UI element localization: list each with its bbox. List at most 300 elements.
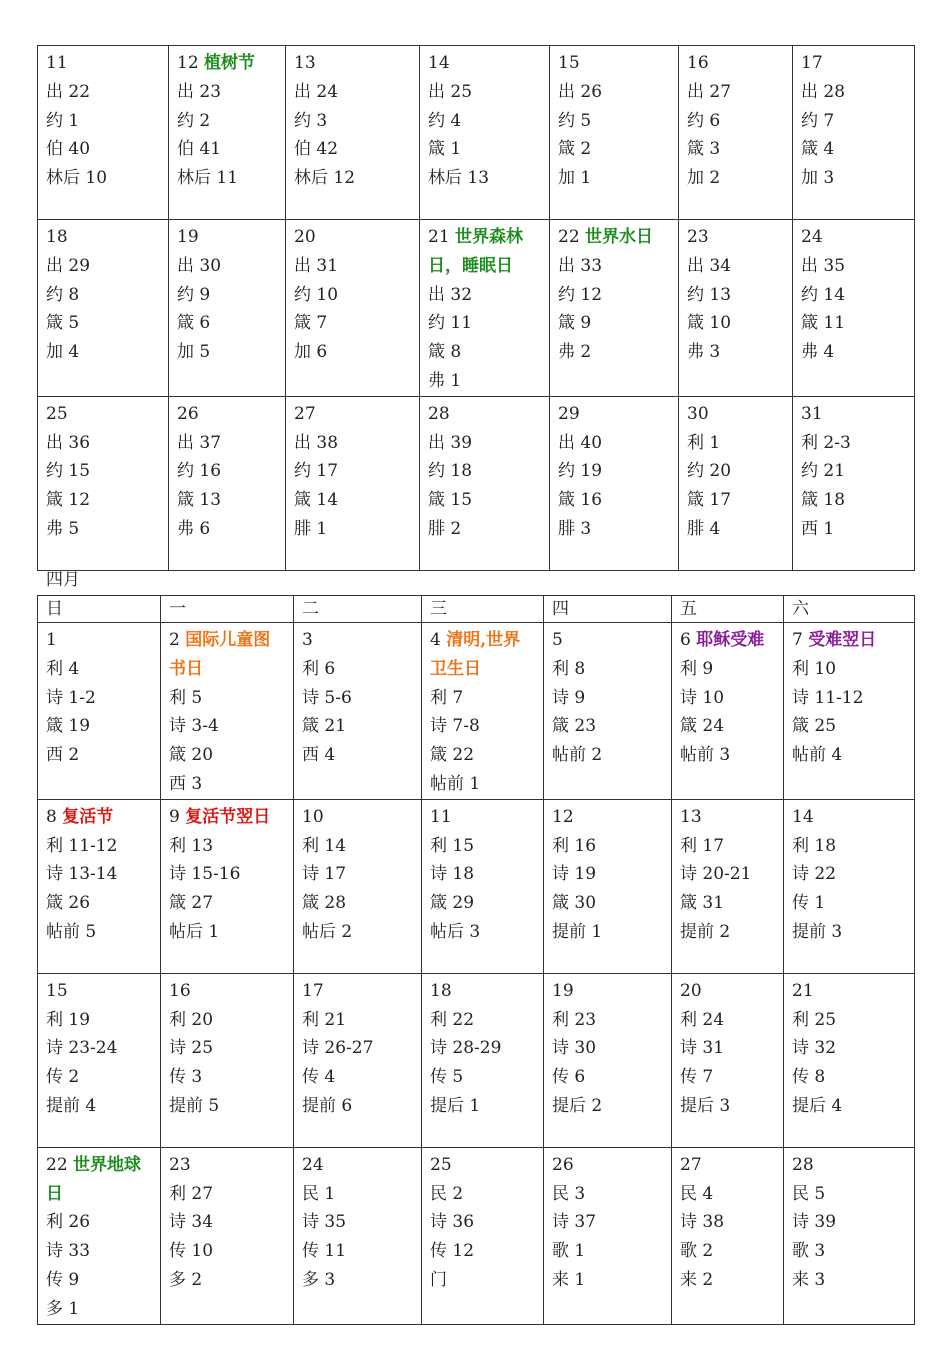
day-cell [169, 220, 286, 397]
reading-entry: 腓 4 [687, 518, 721, 539]
holiday-label: 复活节 [62, 806, 114, 827]
reading-entry: 利 22 [430, 1009, 475, 1030]
day-number: 14 [428, 53, 450, 73]
reading-entry: 约 6 [687, 110, 721, 131]
reading-entry: 多 1 [46, 1298, 80, 1319]
reading-entry: 提后 3 [680, 1095, 731, 1116]
weekday-fri: 五 [672, 596, 784, 623]
week-row [38, 220, 915, 397]
day-header [792, 626, 906, 655]
day-header [169, 803, 285, 832]
reading-entry: 传 7 [680, 1067, 714, 1088]
day-cell [294, 623, 422, 800]
day-header [687, 400, 784, 429]
day-cell [784, 623, 915, 800]
reading-entry: 提前 1 [552, 921, 603, 942]
weekday-mon: 一 [161, 596, 294, 623]
reading-entry: 诗 11-12 [792, 687, 864, 708]
day-cell [672, 973, 784, 1147]
day-cell [286, 46, 420, 220]
reading-entry: 出 31 [294, 255, 339, 276]
day-number: 21 [792, 980, 814, 1001]
day-number: 26 [177, 403, 199, 424]
reading-entry: 帖前 3 [680, 745, 731, 766]
reading-entry: 弗 5 [46, 518, 80, 539]
day-header [302, 803, 413, 832]
reading-entry: 诗 34 [169, 1212, 214, 1233]
reading-entry: 诗 25 [169, 1038, 214, 1059]
reading-entry: 出 29 [46, 255, 91, 276]
day-header [46, 1151, 152, 1209]
day-number: 17 [801, 53, 823, 73]
reading-entry: 提前 3 [792, 921, 843, 942]
day-header [177, 49, 277, 78]
day-cell [550, 46, 679, 220]
holiday-label: 国际儿童图书日 [169, 630, 271, 679]
day-cell [294, 799, 422, 973]
reading-entry: 约 20 [687, 461, 732, 482]
reading-entry: 诗 35 [302, 1212, 347, 1233]
weekday-wed: 三 [422, 596, 544, 623]
reading-entry: 提后 2 [552, 1095, 603, 1116]
day-number: 19 [177, 227, 199, 247]
day-cell [422, 623, 544, 800]
day-header [430, 1151, 535, 1180]
week-row [38, 973, 915, 1147]
reading-entry: 出 33 [558, 255, 603, 276]
reading-entry: 诗 36 [430, 1212, 475, 1233]
reading-entry: 约 15 [46, 461, 91, 482]
day-number: 25 [46, 403, 68, 424]
april-month-title: 四月 [46, 570, 80, 590]
reading-entry: 箴 2 [558, 139, 592, 160]
day-cell [544, 799, 672, 973]
reading-entry: 箴 7 [294, 313, 328, 334]
reading-entry: 约 4 [428, 110, 462, 131]
reading-entry: 诗 26-27 [302, 1038, 374, 1059]
day-cell [679, 396, 793, 570]
day-header [552, 803, 663, 832]
reading-entry: 箴 14 [294, 490, 339, 511]
reading-entry: 箴 6 [177, 313, 211, 334]
reading-entry: 出 32 [428, 284, 473, 305]
day-header [294, 400, 411, 429]
reading-entry: 利 1 [687, 432, 721, 453]
reading-entry: 诗 15-16 [169, 864, 241, 885]
week-row [38, 623, 915, 800]
holiday-label: 受难翌日 [808, 630, 877, 650]
reading-entry: 约 10 [294, 284, 339, 305]
reading-entry: 诗 30 [552, 1038, 597, 1059]
day-number: 20 [294, 227, 316, 247]
reading-entry: 利 4 [46, 658, 80, 679]
reading-entry: 诗 1-2 [46, 687, 96, 708]
day-header [558, 400, 670, 429]
reading-entry: 约 19 [558, 461, 603, 482]
reading-entry: 出 24 [294, 81, 339, 102]
reading-entry: 利 15 [430, 835, 475, 856]
reading-entry: 加 4 [46, 342, 80, 363]
reading-entry: 箴 13 [177, 490, 222, 511]
reading-entry: 腓 3 [558, 518, 592, 539]
day-number: 18 [430, 980, 452, 1001]
day-header [169, 1151, 285, 1180]
reading-entry: 诗 17 [302, 864, 347, 885]
day-cell [169, 396, 286, 570]
reading-entry: 箴 27 [169, 893, 214, 914]
day-header [680, 1151, 775, 1180]
day-number: 8 [46, 806, 57, 827]
reading-entry: 传 1 [792, 893, 826, 914]
reading-entry: 林后 12 [294, 168, 356, 189]
day-number: 31 [801, 403, 823, 424]
reading-entry: 民 4 [680, 1183, 714, 1204]
day-cell [161, 799, 294, 973]
day-number: 15 [46, 980, 68, 1001]
reading-entry: 利 21 [302, 1009, 347, 1030]
reading-entry: 诗 38 [680, 1212, 725, 1233]
reading-entry: 出 36 [46, 432, 91, 453]
holiday-label: 耶稣受难 [696, 630, 765, 650]
holiday-label: 复活节翌日 [185, 806, 271, 827]
reading-entry: 弗 3 [687, 342, 721, 363]
reading-entry: 林后 13 [428, 168, 490, 189]
week-row [38, 46, 915, 220]
day-number: 14 [792, 806, 814, 827]
reading-entry: 箴 15 [428, 490, 473, 511]
day-cell [672, 1147, 784, 1324]
reading-entry: 出 23 [177, 81, 222, 102]
reading-entry: 约 16 [177, 461, 222, 482]
weekday-sat: 六 [784, 596, 915, 623]
day-header [169, 977, 285, 1006]
day-header [177, 223, 277, 252]
reading-entry: 利 23 [552, 1009, 597, 1030]
reading-entry: 帖前 1 [430, 773, 481, 794]
day-header [177, 400, 277, 429]
reading-entry: 约 9 [177, 284, 211, 305]
day-number: 4 [430, 630, 441, 650]
day-cell [544, 623, 672, 800]
day-cell [784, 973, 915, 1147]
day-cell [420, 46, 550, 220]
reading-entry: 箴 24 [680, 716, 725, 737]
reading-entry: 出 25 [428, 81, 473, 102]
reading-entry: 出 35 [801, 255, 846, 276]
reading-entry: 西 4 [302, 745, 336, 766]
reading-entry: 弗 6 [177, 518, 211, 539]
reading-entry: 林后 10 [46, 168, 108, 189]
holiday-label: 植树节 [204, 53, 256, 73]
reading-entry: 诗 23-24 [46, 1038, 118, 1059]
reading-entry: 民 3 [552, 1183, 586, 1204]
reading-entry: 箴 20 [169, 745, 214, 766]
reading-entry: 提前 6 [302, 1095, 353, 1116]
day-number: 13 [294, 53, 316, 73]
reading-entry: 门 [430, 1269, 447, 1290]
day-number: 28 [428, 403, 450, 424]
day-header [552, 977, 663, 1006]
day-cell [784, 799, 915, 973]
day-number: 12 [177, 53, 199, 73]
reading-entry: 箴 30 [552, 893, 597, 914]
day-number: 10 [302, 806, 324, 827]
day-number: 26 [552, 1154, 574, 1175]
reading-entry: 利 8 [552, 658, 586, 679]
day-number: 3 [302, 630, 313, 650]
reading-entry: 帖后 3 [430, 921, 481, 942]
day-header [792, 977, 906, 1006]
day-number: 19 [552, 980, 574, 1001]
reading-entry: 多 3 [302, 1269, 336, 1290]
day-header [302, 626, 413, 655]
reading-entry: 诗 13-14 [46, 864, 118, 885]
reading-entry: 来 3 [792, 1269, 826, 1290]
reading-entry: 伯 42 [294, 139, 339, 160]
reading-entry: 出 34 [687, 255, 732, 276]
reading-entry: 歌 1 [552, 1241, 586, 1262]
reading-entry: 加 3 [801, 168, 835, 189]
day-number: 12 [552, 806, 574, 827]
reading-entry: 箴 28 [302, 893, 347, 914]
day-number: 22 [46, 1154, 68, 1175]
reading-entry: 利 10 [792, 658, 837, 679]
day-number: 2 [169, 630, 180, 650]
day-header [294, 223, 411, 252]
day-header [46, 626, 152, 655]
day-cell [679, 220, 793, 397]
day-header [792, 1151, 906, 1180]
reading-entry: 诗 9 [552, 687, 586, 708]
reading-entry: 诗 3-4 [169, 716, 219, 737]
day-cell [38, 1147, 161, 1324]
day-header [687, 223, 784, 252]
reading-entry: 帖后 1 [169, 921, 220, 942]
reading-entry: 多 2 [169, 1269, 203, 1290]
reading-entry: 传 8 [792, 1067, 826, 1088]
reading-entry: 诗 28-29 [430, 1038, 502, 1059]
day-number: 13 [680, 806, 702, 827]
day-number: 5 [552, 630, 563, 650]
day-cell [38, 973, 161, 1147]
day-cell [294, 1147, 422, 1324]
reading-entry: 约 21 [801, 461, 846, 482]
reading-entry: 出 37 [177, 432, 222, 453]
day-header [46, 223, 160, 252]
reading-entry: 诗 5-6 [302, 687, 352, 708]
day-cell [793, 220, 915, 397]
reading-entry: 约 13 [687, 284, 732, 305]
reading-entry: 箴 12 [46, 490, 91, 511]
day-cell [422, 973, 544, 1147]
reading-entry: 诗 10 [680, 687, 725, 708]
day-number: 25 [430, 1154, 452, 1175]
reading-entry: 出 38 [294, 432, 339, 453]
reading-entry: 西 1 [801, 518, 835, 539]
reading-entry: 歌 3 [792, 1241, 826, 1262]
reading-entry: 箴 23 [552, 716, 597, 737]
day-number: 18 [46, 227, 68, 247]
reading-entry: 诗 18 [430, 864, 475, 885]
day-cell [550, 220, 679, 397]
reading-entry: 箴 3 [687, 139, 721, 160]
day-cell [422, 1147, 544, 1324]
day-header [294, 49, 411, 78]
reading-entry: 箴 22 [430, 745, 475, 766]
reading-entry: 利 17 [680, 835, 725, 856]
day-header [687, 49, 784, 78]
day-cell [550, 396, 679, 570]
reading-entry: 诗 32 [792, 1038, 837, 1059]
holiday-label: 清明,世界卫生日 [430, 630, 521, 679]
reading-entry: 加 1 [558, 168, 592, 189]
reading-entry: 传 2 [46, 1067, 80, 1088]
day-header [430, 977, 535, 1006]
day-header [552, 626, 663, 655]
reading-entry: 传 11 [302, 1241, 347, 1262]
reading-entry: 帖后 2 [302, 921, 353, 942]
reading-entry: 民 1 [302, 1183, 336, 1204]
day-cell [679, 46, 793, 220]
day-header [169, 626, 285, 684]
day-number: 16 [687, 53, 709, 73]
day-cell [672, 799, 784, 973]
reading-entry: 诗 31 [680, 1038, 725, 1059]
reading-entry: 箴 9 [558, 313, 592, 334]
reading-entry: 提前 5 [169, 1095, 220, 1116]
reading-entry: 出 30 [177, 255, 222, 276]
reading-entry: 民 2 [430, 1183, 464, 1204]
holiday-label: 世界森林日，睡眠日 [428, 227, 524, 276]
day-header [680, 977, 775, 1006]
reading-entry: 约 2 [177, 110, 211, 131]
reading-entry: 约 5 [558, 110, 592, 131]
holiday-label: 世界地球日 [46, 1154, 142, 1204]
day-cell [161, 623, 294, 800]
day-header [430, 626, 535, 684]
day-cell [793, 46, 915, 220]
reading-entry: 箴 17 [687, 490, 732, 511]
reading-entry: 箴 26 [46, 893, 91, 914]
reading-entry: 箴 1 [428, 139, 462, 160]
reading-entry: 弗 1 [428, 370, 462, 391]
day-cell [793, 396, 915, 570]
reading-entry: 弗 2 [558, 342, 592, 363]
reading-entry: 利 5 [169, 687, 203, 708]
day-number: 24 [801, 227, 823, 247]
reading-entry: 箴 18 [801, 490, 846, 511]
reading-entry: 诗 22 [792, 864, 837, 885]
day-number: 29 [558, 403, 580, 424]
day-cell [784, 1147, 915, 1324]
reading-entry: 伯 40 [46, 139, 91, 160]
reading-entry: 约 1 [46, 110, 80, 131]
day-header [801, 400, 906, 429]
reading-entry: 歌 2 [680, 1241, 714, 1262]
day-cell [544, 1147, 672, 1324]
day-header [792, 803, 906, 832]
reading-entry: 弗 4 [801, 342, 835, 363]
reading-entry: 利 19 [46, 1009, 91, 1030]
day-cell [544, 973, 672, 1147]
reading-entry: 帖前 4 [792, 745, 843, 766]
day-cell [420, 396, 550, 570]
reading-entry: 箴 31 [680, 893, 725, 914]
reading-entry: 来 1 [552, 1269, 586, 1290]
day-header [46, 803, 152, 832]
reading-entry: 箴 11 [801, 313, 846, 334]
reading-entry: 出 22 [46, 81, 91, 102]
reading-entry: 腓 2 [428, 518, 462, 539]
day-number: 21 [428, 227, 450, 247]
weekday-header-row [38, 596, 915, 623]
day-header [428, 223, 541, 281]
reading-entry: 诗 19 [552, 864, 597, 885]
reading-entry: 出 28 [801, 81, 846, 102]
reading-entry: 利 24 [680, 1009, 725, 1030]
day-number: 27 [294, 403, 316, 424]
day-number: 9 [169, 806, 180, 827]
day-cell [38, 46, 169, 220]
weekday-thu: 四 [544, 596, 672, 623]
day-cell [38, 799, 161, 973]
reading-entry: 约 8 [46, 284, 80, 305]
reading-entry: 箴 16 [558, 490, 603, 511]
day-number: 6 [680, 630, 691, 650]
reading-entry: 利 27 [169, 1183, 214, 1204]
day-header [558, 49, 670, 78]
reading-entry: 利 26 [46, 1212, 91, 1233]
week-row [38, 799, 915, 973]
reading-entry: 提前 2 [680, 921, 731, 942]
day-cell [422, 799, 544, 973]
day-header [430, 803, 535, 832]
day-header [680, 626, 775, 655]
reading-entry: 利 16 [552, 835, 597, 856]
day-header [680, 803, 775, 832]
day-number: 23 [169, 1154, 191, 1175]
day-header [46, 400, 160, 429]
reading-entry: 加 5 [177, 342, 211, 363]
reading-entry: 传 3 [169, 1067, 203, 1088]
day-number: 17 [302, 980, 324, 1001]
day-header [801, 223, 906, 252]
reading-entry: 加 2 [687, 168, 721, 189]
reading-entry: 民 5 [792, 1183, 826, 1204]
day-header [428, 400, 541, 429]
day-number: 24 [302, 1154, 324, 1175]
reading-entry: 约 7 [801, 110, 835, 131]
day-cell [161, 1147, 294, 1324]
day-cell [286, 396, 420, 570]
reading-entry: 诗 20-21 [680, 864, 752, 885]
day-header [46, 49, 160, 78]
reading-entry: 利 14 [302, 835, 347, 856]
reading-entry: 箴 8 [428, 342, 462, 363]
reading-entry: 提前 4 [46, 1095, 97, 1116]
march-calendar-table [37, 45, 915, 571]
day-number: 11 [46, 53, 68, 73]
reading-entry: 传 5 [430, 1067, 464, 1088]
day-cell [672, 623, 784, 800]
reading-entry: 诗 39 [792, 1212, 837, 1233]
day-header [552, 1151, 663, 1180]
reading-entry: 传 12 [430, 1241, 475, 1262]
day-header [302, 1151, 413, 1180]
reading-entry: 箴 5 [46, 313, 80, 334]
day-number: 11 [430, 806, 452, 827]
day-cell [420, 220, 550, 397]
